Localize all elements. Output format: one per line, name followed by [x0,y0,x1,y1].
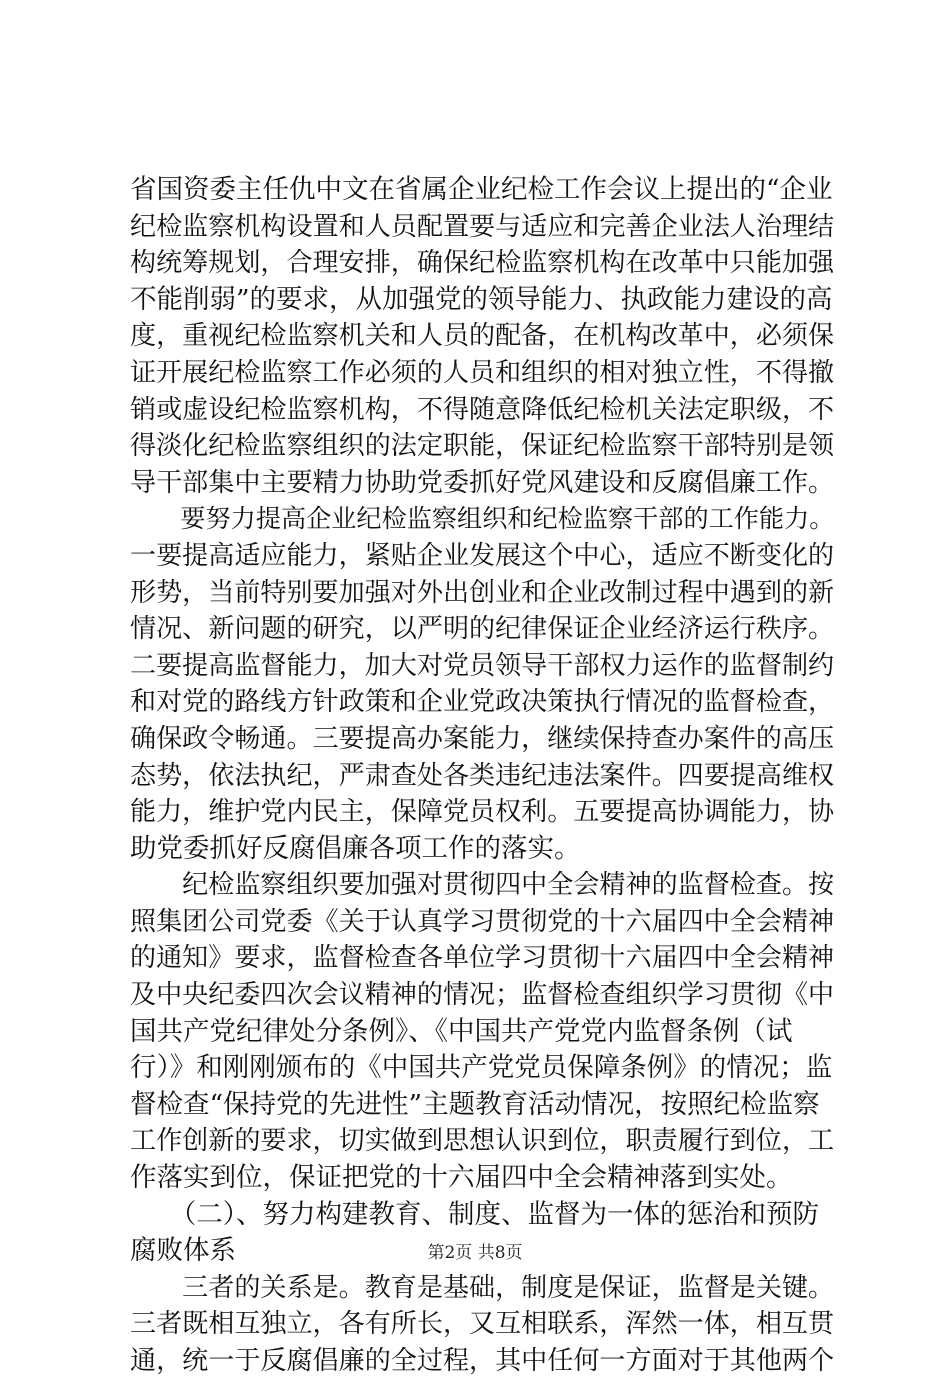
text-line: 销或虚设纪检监察机构，不得随意降低纪检机关法定职级，不 [130,394,835,425]
text-line: 三者的关系是。教育是基础，制度是保证，监督是关键。 [130,1272,835,1303]
text-line: 和对党的路线方针政策和企业党政决策执行情况的监督检查， [130,687,835,718]
text-line: 作落实到位，保证把党的十六届四中全会精神落到实处。 [130,1162,793,1194]
text-line: 导干部集中主要精力协助党委抓好党风建设和反腐倡廉工作。 [130,467,835,498]
text-line: 能力，维护党内民主，保障党员权利。五要提高协调能力，协 [130,797,835,828]
text-line: 要努力提高企业纪检监察组织和纪检监察干部的工作能力。 [130,504,835,534]
body-text [130,172,835,1380]
text-line: 得淡化纪检监察组织的法定职能，保证纪检监察干部特别是领 [130,431,835,462]
text-line: 纪检监察机构设置和人员配置要与适应和完善企业法人治理结 [130,211,835,242]
text-line: 态势，依法执纪，严肃查处各类违纪违法案件。四要提高维权 [130,760,835,791]
text-line: 督检查“保持党的先进性”主题教育活动情况，按照纪检监察 [130,1088,820,1120]
text-line: 证开展纪检监察工作必须的人员和组织的相对独立性，不得撤 [130,357,835,388]
text-line: 不能削弱”的要求，从加强党的领导能力、执政能力建设的高 [130,283,833,315]
text-line: 二要提高监督能力，加大对党员领导干部权力运作的监督制约 [130,650,835,681]
text-line: 的通知》要求，监督检查各单位学习贯彻十六届四中全会精神 [130,943,835,974]
text-line: 照集团公司党委《关于认真学习贯彻党的十六届四中全会精神 [130,906,835,937]
section-heading-line: 腐败体系 [130,1235,236,1267]
text-line: 国共产党纪律处分条例》、《中国共产党党内监督条例（试 [130,1015,793,1047]
text-line: 三者既相互独立，各有所长，又互相联系，浑然一体，相互贯 [130,1309,835,1340]
text-line: 一要提高适应能力，紧贴企业发展这个中心，适应不断变化的 [130,540,835,571]
text-line: 形势，当前特别要加强对外出创业和企业改制过程中遇到的新 [130,577,835,608]
text-line: 省国资委主任仇中文在省属企业纪检工作会议上提出的“企业 [130,174,833,205]
text-line: 纪检监察组织要加强对贯彻四中全会精神的监督检查。按 [130,870,835,901]
text-line: 度，重视纪检监察机关和人员的配备，在机构改革中，必须保 [130,321,835,352]
text-line: 工作创新的要求，切实做到思想认识到位，职责履行到位，工 [130,1126,835,1157]
page-footer [0,1242,950,1264]
section-heading-line: （二）、努力构建教育、制度、监督为一体的惩治和预防 [130,1198,819,1230]
text-line: 构统筹规划，合理安排，确保纪检监察机构在改革中只能加强 [130,248,835,279]
text-line: 及中央纪委四次会议精神的情况；监督检查组织学习贯彻《中 [130,980,835,1011]
text-line: 确保政令畅通。三要提高办案能力，继续保持查办案件的高压 [130,723,835,754]
text-line: 通，统一于反腐倡廉的全过程，其中任何一方面对于其他两个 [130,1346,835,1376]
text-line: 情况、新问题的研究，以严明的纪律保证企业经济运行秩序。 [130,614,835,645]
text-line: 行）》和刚刚颁布的《中国共产党党员保障条例》的情况；监 [130,1052,833,1084]
text-line: 助党委抓好反腐倡廉各项工作的落实。 [130,832,581,864]
page-number-label: 第2页 共8页 [427,1243,523,1263]
